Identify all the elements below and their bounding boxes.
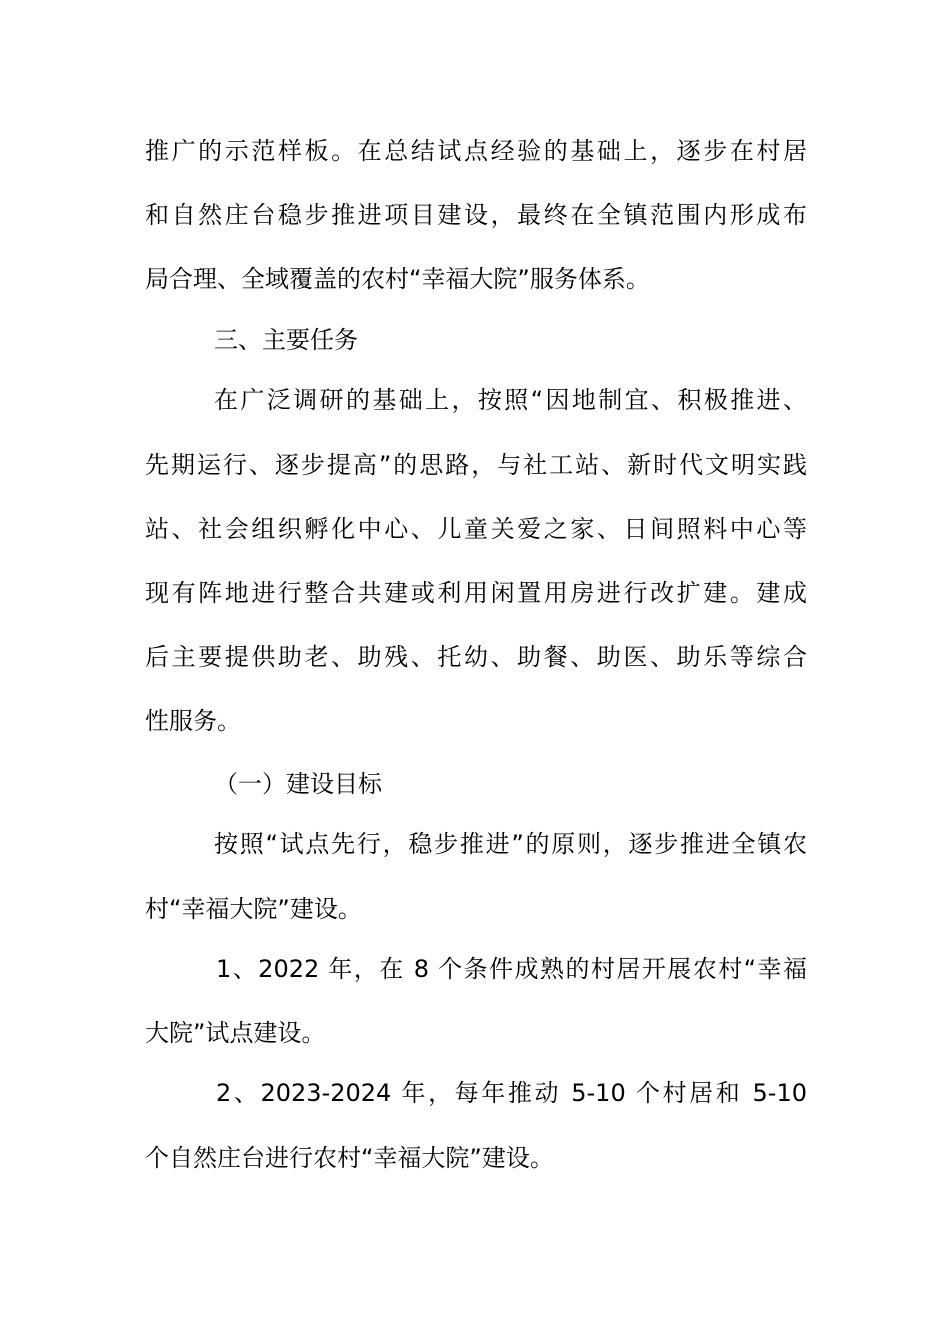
paragraph-line: 现有阵地进行整合共建或利用闲置用房进行改扩建。建成 <box>145 579 807 607</box>
paragraph-line: 推广的示范样板。在总结试点经验的基础上，逐步在村居 <box>145 137 807 165</box>
paragraph-line: 局合理、全域覆盖的农村“幸福大院”服务体系。 <box>145 265 650 293</box>
subsection-heading: （一）建设目标 <box>214 770 382 798</box>
list-item-line: 大院”试点建设。 <box>145 1019 326 1047</box>
list-item-line: 2、2023-2024 年，每年推动 5-10 个村居和 5-10 <box>216 1079 807 1107</box>
paragraph-line: 后主要提供助老、助残、托幼、助餐、助医、助乐等综合 <box>145 643 807 671</box>
list-item-line: 1、2022 年，在 8 个条件成熟的村居开展农村“幸福 <box>216 955 807 983</box>
paragraph-line: 在广泛调研的基础上，按照“因地制宜、积极推进、 <box>214 386 807 414</box>
paragraph-line: 和自然庄台稳步推进项目建设，最终在全镇范围内形成布 <box>145 201 807 229</box>
paragraph-line: 性服务。 <box>145 707 241 735</box>
paragraph-line: 村“幸福大院”建设。 <box>145 895 362 923</box>
list-item-line: 个自然庄台进行农村“幸福大院”建设。 <box>145 1144 554 1172</box>
paragraph-line: 按照“试点先行，稳步推进”的原则，逐步推进全镇农 <box>214 830 807 858</box>
paragraph-line: 站、社会组织孵化中心、儿童关爱之家、日间照料中心等 <box>145 515 807 543</box>
paragraph-line: 先期运行、逐步提高”的思路，与社工站、新时代文明实践 <box>145 451 807 479</box>
section-heading: 三、主要任务 <box>214 326 358 354</box>
